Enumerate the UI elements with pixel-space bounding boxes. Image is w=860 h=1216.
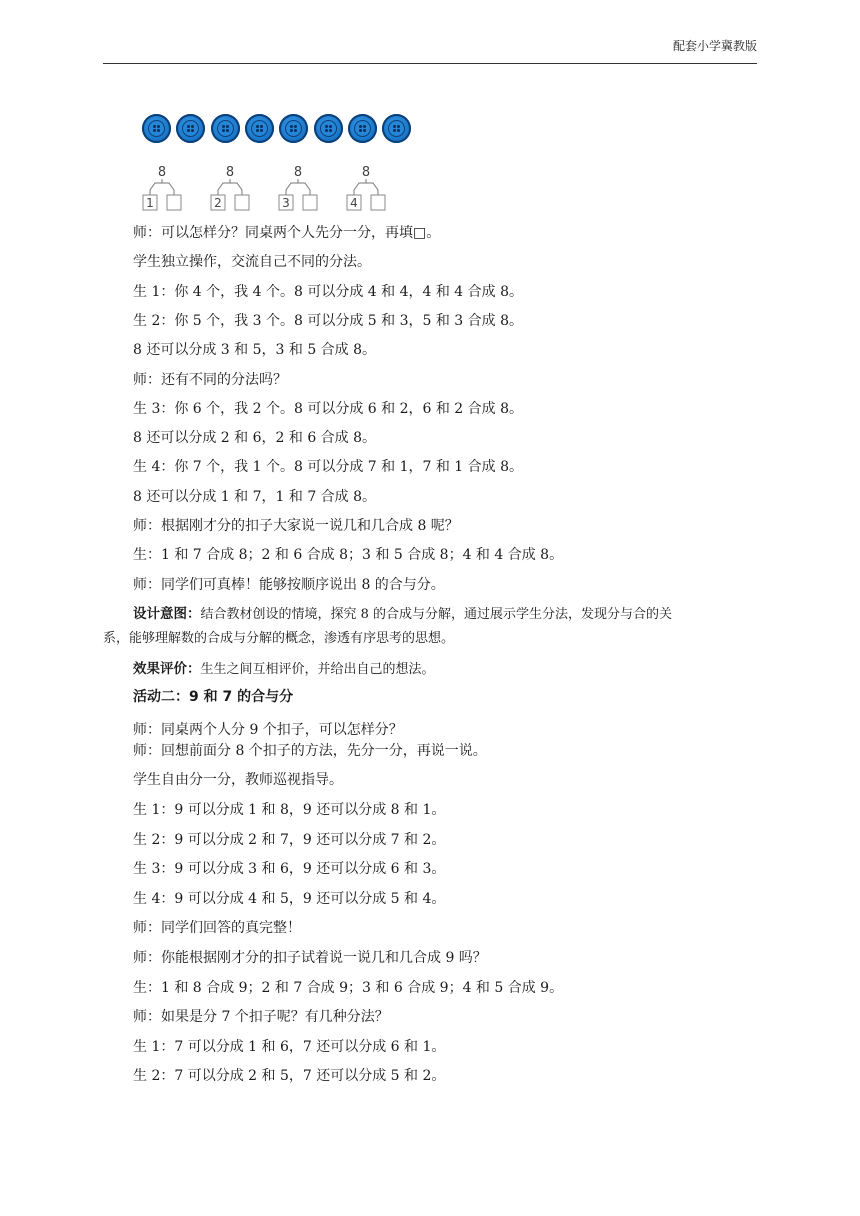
evaluation: [133, 659, 435, 680]
section-title: 活动二：9 和 7 的合与分: [133, 689, 294, 706]
dialogue-line: 生 2：9 可以分成 2 和 7，9 还可以分成 7 和 2。: [133, 831, 446, 848]
dialogue-line: 师：同学们回答的真完整！: [133, 920, 301, 937]
dialogue-line: 生 3：你 6 个，我 2 个。8 可以分成 6 和 2，6 和 2 合成 8。: [133, 400, 524, 417]
dialogue-line: 师：同桌两个人分 9 个扣子，可以怎样分？: [133, 722, 403, 739]
design-intent-text: 结合教材创设的情境，探究 8 的合成与分解，通过展示学生分法，发现分与合的关: [200, 607, 673, 623]
button-disc-icon: [176, 114, 205, 143]
tree-right-box: [235, 195, 249, 210]
button-disc-icon: [382, 114, 411, 143]
dialogue-line: 生 1：9 可以分成 1 和 8，9 还可以分成 8 和 1。: [133, 802, 446, 818]
design-intent-label: 设计意图：: [133, 606, 201, 623]
dialogue-line: 生 1：你 4 个，我 4 个。8 可以分成 4 和 4，4 和 4 合成 8。: [133, 283, 524, 300]
dialogue-line: 8 还可以分成 2 和 6，2 和 6 合成 8。: [133, 430, 377, 447]
tree-part-number: 3: [282, 196, 290, 210]
button-disc-icon: [279, 114, 308, 143]
dialogue-line: 8 还可以分成 1 和 7，1 和 7 合成 8。: [133, 488, 377, 505]
tree-branch: [354, 183, 378, 195]
tree-part-number: 4: [350, 196, 358, 210]
button-disc-icon: [142, 114, 171, 143]
tree-part-number: 2: [214, 196, 222, 210]
dialogue-line: 生 2：7 可以分成 2 和 5，7 还可以分成 5 和 2。: [133, 1068, 446, 1085]
dialogue-line: 师：如果是分 7 个扣子呢？有几种分法？: [133, 1009, 389, 1026]
tree-branch: [286, 183, 310, 195]
design-intent: [133, 604, 672, 625]
tree-part-number: 1: [146, 196, 154, 210]
dialogue-line: 师：根据刚才分的扣子大家说一说几和几合成 8 呢？: [133, 518, 459, 534]
tree-right-box: [303, 195, 317, 210]
dialogue-line: 师：回想前面分 8 个扣子的方法，先分一分，再说一说。: [133, 743, 487, 760]
tree-whole-number: 8: [293, 165, 303, 180]
tree-branch: [218, 183, 242, 195]
tree-whole-number: 8: [157, 165, 167, 180]
number-bond-tree: [347, 165, 385, 210]
dialogue-line: 师：你能根据刚才分的扣子试着说一说几和几合成 9 吗？: [133, 950, 487, 966]
dialogue-line: 生 4：你 7 个，我 1 个。8 可以分成 7 和 1，7 和 1 合成 8。: [133, 459, 524, 476]
number-bond-diagrams: [138, 163, 408, 215]
tree-whole-number: 8: [225, 165, 235, 180]
button-disc-icon: [245, 114, 274, 143]
dialogue-line: 生：1 和 8 合成 9；2 和 7 合成 9；3 和 6 合成 9；4 和 5 合成 9。: [133, 979, 564, 996]
tree-branch: [150, 183, 174, 195]
dialogue-line: 8 还可以分成 3 和 5，3 和 5 合成 8。: [133, 342, 377, 359]
dialogue-line: 生 4：9 可以分成 4 和 5，9 还可以分成 5 和 4。: [133, 890, 446, 907]
dialogue-line: 师：同学们可真棒！能够按顺序说出 8 的合与分。: [133, 576, 445, 593]
dialogue-line: 师：可以怎样分？同桌两个人先分一分，再填□。: [133, 225, 441, 241]
header-divider: [103, 63, 757, 64]
number-bond-tree: [279, 165, 317, 210]
dialogue-line: 生 3：9 可以分成 3 和 6，9 还可以分成 6 和 3。: [133, 861, 446, 878]
tree-right-box: [167, 195, 181, 210]
dialogue-line: 生：1 和 7 合成 8；2 和 6 合成 8；3 和 5 合成 8；4 和 4 合成 8。: [133, 547, 564, 564]
evaluation-text: 生生之间互相评价，并给出自己的想法。: [200, 661, 435, 677]
tree-whole-number: 8: [361, 165, 371, 180]
evaluation-label: 效果评价：: [133, 660, 201, 677]
number-bond-tree: [143, 165, 181, 210]
button-disc-icon: [211, 114, 240, 143]
design-intent-text-cont: 系，能够理解数的合成与分解的概念，渗透有序思考的思想。: [103, 630, 455, 646]
button-disc-icon: [348, 114, 377, 143]
decomposition-trees: [138, 163, 408, 215]
dialogue-line: 生 2：你 5 个，我 3 个。8 可以分成 5 和 3，5 和 3 合成 8。: [133, 312, 524, 329]
buttons-illustration: [142, 114, 422, 144]
dialogue-line: 生 1：7 可以分成 1 和 6，7 还可以分成 6 和 1。: [133, 1038, 446, 1055]
number-bond-tree: [211, 165, 249, 210]
dialogue-line: 学生自由分一分，教师巡视指导。: [133, 772, 343, 789]
dialogue-line: 学生独立操作，交流自己不同的分法。: [133, 254, 371, 271]
button-disc-icon: [314, 114, 343, 143]
edition-label: 配套小学冀教版: [672, 39, 757, 53]
dialogue-line: 师：还有不同的分法吗？: [133, 371, 287, 388]
tree-right-box: [371, 195, 385, 210]
